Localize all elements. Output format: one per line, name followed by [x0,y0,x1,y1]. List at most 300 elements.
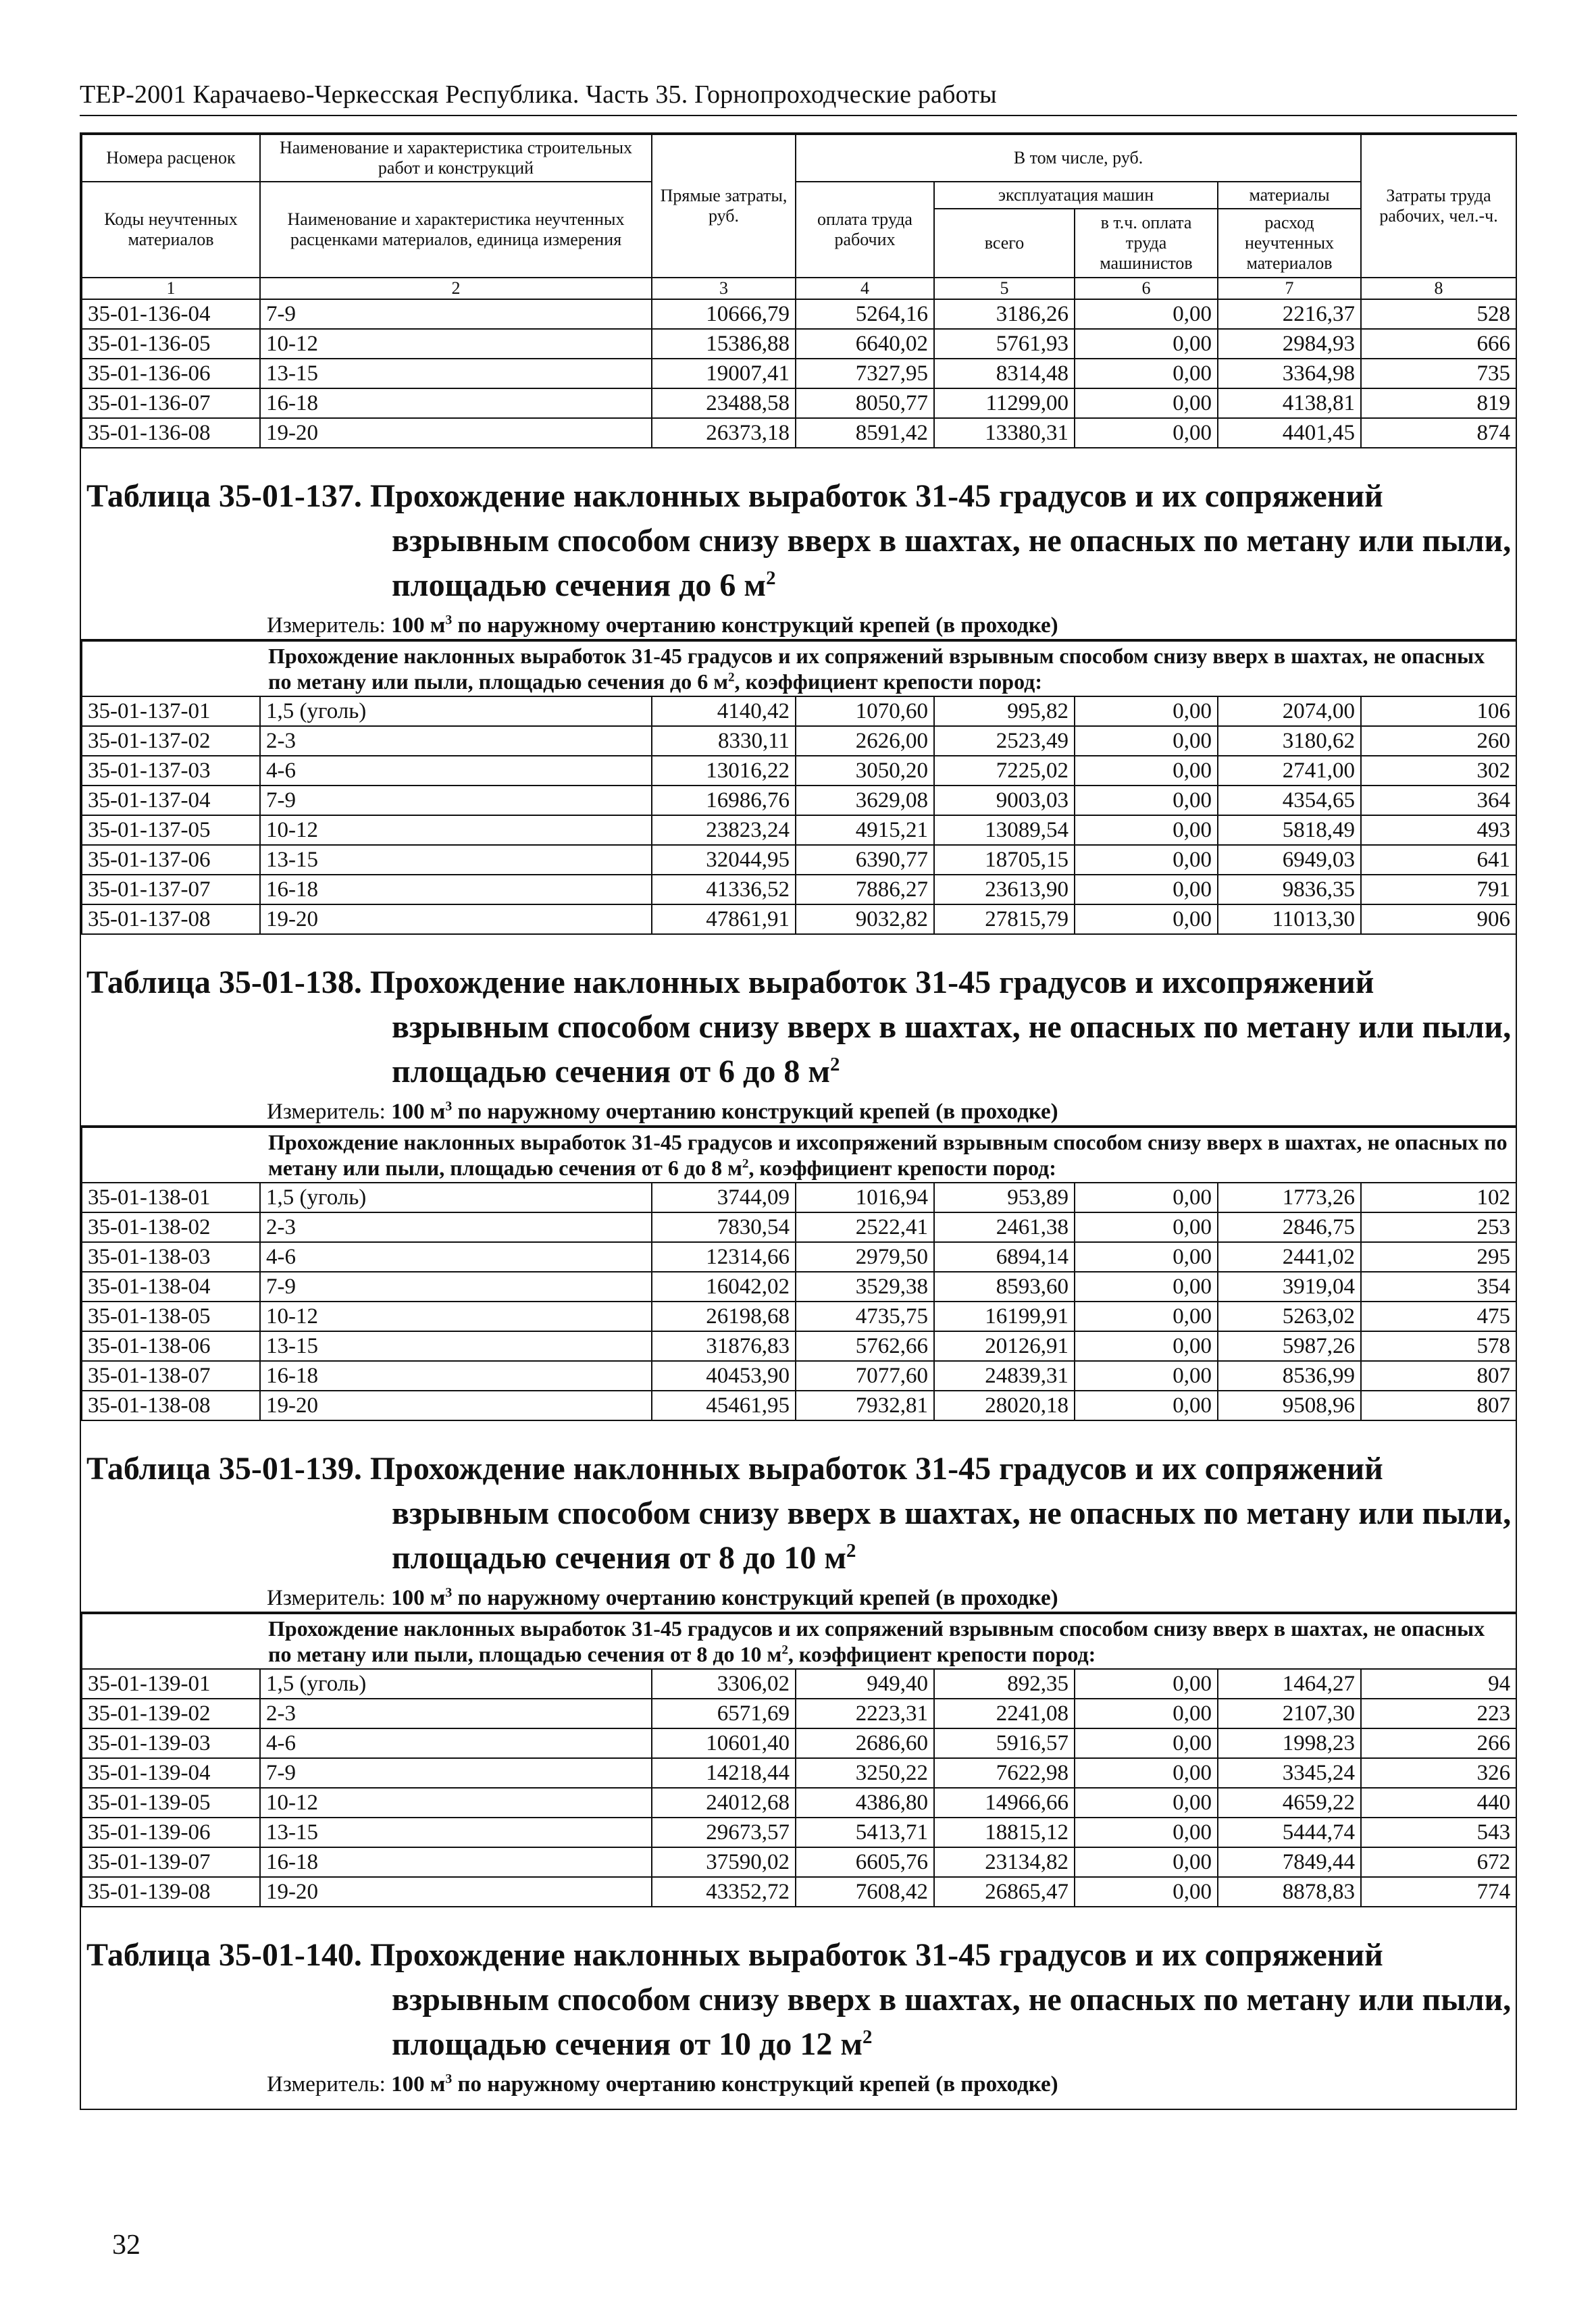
value-cell: 23823,24 [652,815,796,845]
table-row [82,756,1516,786]
characteristic-cell: 1,5 (уголь) [260,1183,652,1212]
table-row [82,1818,1516,1847]
value-cell: 5916,57 [934,1728,1075,1758]
rate-code-cell: 35-01-139-04 [82,1758,260,1788]
value-cell: 8878,83 [1218,1877,1361,1907]
value-cell: 5413,71 [796,1818,934,1847]
table-row [82,1302,1516,1331]
value-cell: 4735,75 [796,1302,934,1331]
value-cell: 223 [1361,1699,1516,1728]
value-cell: 2461,38 [934,1212,1075,1242]
value-cell: 7830,54 [652,1212,796,1242]
value-cell: 26865,47 [934,1877,1075,1907]
value-cell: 0,00 [1075,1699,1218,1728]
value-cell: 26198,68 [652,1302,796,1331]
rate-code-cell: 35-01-137-02 [82,726,260,756]
value-cell: 26373,18 [652,418,796,448]
value-cell: 1998,23 [1218,1728,1361,1758]
value-cell: 578 [1361,1331,1516,1361]
value-cell: 440 [1361,1788,1516,1818]
value-cell: 4386,80 [796,1788,934,1818]
table136-rows [82,299,1516,448]
value-cell: 266 [1361,1728,1516,1758]
characteristic-cell: 16-18 [260,388,652,418]
value-cell: 0,00 [1075,1242,1218,1272]
value-cell: 0,00 [1075,1391,1218,1420]
value-cell: 1070,60 [796,696,934,726]
col-materials: материалы [1218,182,1361,209]
value-cell: 6949,03 [1218,845,1361,875]
col-labor-costs: Затраты труда рабочих, чел.-ч. [1361,134,1516,278]
table137-measure: Измеритель: 100 $м^3$ по наружному очертанию конструкций крепей (в проходке) [81,608,1516,640]
value-cell: 2984,93 [1218,329,1361,359]
table-row [82,875,1516,904]
value-cell: 43352,72 [652,1877,796,1907]
column-header-table [81,134,1517,448]
value-cell: 11013,30 [1218,904,1361,934]
value-cell: 4140,42 [652,696,796,726]
rate-code-cell: 35-01-137-07 [82,875,260,904]
value-cell: 0,00 [1075,1361,1218,1391]
characteristic-cell: 4-6 [260,756,652,786]
value-cell: 4138,81 [1218,388,1361,418]
value-cell: 0,00 [1075,875,1218,904]
value-cell: 29673,57 [652,1818,796,1847]
characteristic-cell: 7-9 [260,1758,652,1788]
value-cell: 8591,42 [796,418,934,448]
value-cell: 3180,62 [1218,726,1361,756]
table139-measure: Измеритель: 100 $м^3$ по наружному очертанию конструкций крепей (в проходке) [81,1580,1516,1613]
value-cell: 23134,82 [934,1847,1075,1877]
value-cell: 16042,02 [652,1272,796,1302]
column-numbers-row [82,278,1516,299]
col-rate-numbers: Номера расценок [82,134,260,182]
document-frame [80,132,1517,2110]
value-cell: 493 [1361,815,1516,845]
value-cell: 666 [1361,329,1516,359]
rate-code-cell: 35-01-138-02 [82,1212,260,1242]
value-cell: 0,00 [1075,1331,1218,1361]
value-cell: 0,00 [1075,726,1218,756]
value-cell: 3919,04 [1218,1272,1361,1302]
page-number: 32 [112,2230,140,2261]
characteristic-cell: 2-3 [260,726,652,756]
value-cell: 2223,31 [796,1699,934,1728]
table-row [82,1847,1516,1877]
value-cell: 0,00 [1075,815,1218,845]
value-cell: 819 [1361,388,1516,418]
value-cell: 10666,79 [652,299,796,329]
value-cell: 45461,95 [652,1391,796,1420]
characteristic-cell: 7-9 [260,786,652,815]
rate-code-cell: 35-01-136-06 [82,359,260,388]
col-direct-costs: Прямые затраты, руб. [652,134,796,278]
value-cell: 7327,95 [796,359,934,388]
value-cell: 13380,31 [934,418,1075,448]
value-cell: 23613,90 [934,875,1075,904]
value-cell: 7849,44 [1218,1847,1361,1877]
rate-code-cell: 35-01-139-01 [82,1669,260,1699]
table-row [82,1877,1516,1907]
column-number: 3 [652,278,796,299]
rate-code-cell: 35-01-136-04 [82,299,260,329]
value-cell: 8050,77 [796,388,934,418]
value-cell: 0,00 [1075,1758,1218,1788]
table-row [82,786,1516,815]
value-cell: 0,00 [1075,329,1218,359]
value-cell: 0,00 [1075,845,1218,875]
value-cell: 953,89 [934,1183,1075,1212]
rate-code-cell: 35-01-137-05 [82,815,260,845]
characteristic-cell: 16-18 [260,875,652,904]
value-cell: 7225,02 [934,756,1075,786]
characteristic-cell: 7-9 [260,1272,652,1302]
value-cell: 20126,91 [934,1331,1075,1361]
value-cell: 7077,60 [796,1361,934,1391]
characteristic-cell: 13-15 [260,359,652,388]
value-cell: 3629,08 [796,786,934,815]
table-row [82,1212,1516,1242]
value-cell: 672 [1361,1847,1516,1877]
characteristic-cell: 13-15 [260,845,652,875]
rate-code-cell: 35-01-137-06 [82,845,260,875]
value-cell: 9836,35 [1218,875,1361,904]
value-cell: 0,00 [1075,299,1218,329]
value-cell: 0,00 [1075,388,1218,418]
value-cell: 16986,76 [652,786,796,815]
value-cell: 0,00 [1075,1818,1218,1847]
characteristic-cell: 1,5 (уголь) [260,1669,652,1699]
value-cell: 6571,69 [652,1699,796,1728]
value-cell: 3529,38 [796,1272,934,1302]
rate-code-cell: 35-01-137-03 [82,756,260,786]
value-cell: 0,00 [1075,1302,1218,1331]
rate-code-cell: 35-01-138-01 [82,1183,260,1212]
value-cell: 7622,98 [934,1758,1075,1788]
table138-description: Прохождение наклонных выработок 31-45 градусов и ихсопряжений взрывным способом снизу вверх в шахтах, не опасных по метану или пыли, площадью сечения от 6 до 8 $м^2$, коэффициент крепости пород: [82,1127,1516,1183]
value-cell: 906 [1361,904,1516,934]
column-number: 8 [1361,278,1516,299]
value-cell: 0,00 [1075,1847,1218,1877]
value-cell: 0,00 [1075,1272,1218,1302]
table137-title: Таблица 35-01-137. Прохождение наклонных выработок 31-45 градусов и их сопряжений взрывным способом снизу вверх в шахтах, не опасных по метану или пыли, площадью сечения до 6 $м^2$ [86,478,1512,603]
rate-code-cell: 35-01-138-07 [82,1361,260,1391]
characteristic-cell: 19-20 [260,418,652,448]
value-cell: 0,00 [1075,359,1218,388]
value-cell: 995,82 [934,696,1075,726]
value-cell: 7932,81 [796,1391,934,1420]
value-cell: 2241,08 [934,1699,1075,1728]
value-cell: 528 [1361,299,1516,329]
value-cell: 9508,96 [1218,1391,1361,1420]
value-cell: 1016,94 [796,1183,934,1212]
characteristic-cell: 13-15 [260,1818,652,1847]
value-cell: 6894,14 [934,1242,1075,1272]
value-cell: 106 [1361,696,1516,726]
table-row [82,1183,1516,1212]
value-cell: 0,00 [1075,1728,1218,1758]
value-cell: 5761,93 [934,329,1075,359]
table-row [82,845,1516,875]
header-rule [80,115,1517,116]
col-unaccounted-materials: расход неучтенных материалов [1218,209,1361,278]
value-cell: 2441,02 [1218,1242,1361,1272]
rate-code-cell: 35-01-136-08 [82,418,260,448]
value-cell: 791 [1361,875,1516,904]
table137-description: Прохождение наклонных выработок 31-45 градусов и их сопряжений взрывным способом снизу вверх в шахтах, не опасных по метану или пыли, площадью сечения до 6 $м^2$, коэффициент крепости пород: [82,641,1516,696]
col-including: В том числе, руб. [796,134,1361,182]
value-cell: 3306,02 [652,1669,796,1699]
value-cell: 2523,49 [934,726,1075,756]
value-cell: 364 [1361,786,1516,815]
value-cell: 32044,95 [652,845,796,875]
characteristic-cell: 2-3 [260,1212,652,1242]
characteristic-cell: 10-12 [260,329,652,359]
rate-code-cell: 35-01-136-05 [82,329,260,359]
value-cell: 5264,16 [796,299,934,329]
value-cell: 2216,37 [1218,299,1361,329]
value-cell: 16199,91 [934,1302,1075,1331]
table140-title: Таблица 35-01-140. Прохождение наклонных выработок 31-45 градусов и их сопряжений взрывным способом снизу вверх в шахтах, не опасных по метану или пыли, площадью сечения от 10 до 12 $м^2$ [86,1937,1512,2062]
table-row [82,1728,1516,1758]
rate-code-cell: 35-01-139-05 [82,1788,260,1818]
value-cell: 5762,66 [796,1331,934,1361]
table-row [82,726,1516,756]
table-row [82,696,1516,726]
value-cell: 6605,76 [796,1847,934,1877]
value-cell: 260 [1361,726,1516,756]
value-cell: 2741,00 [1218,756,1361,786]
value-cell: 874 [1361,418,1516,448]
value-cell: 2979,50 [796,1242,934,1272]
characteristic-cell: 10-12 [260,815,652,845]
value-cell: 3364,98 [1218,359,1361,388]
value-cell: 354 [1361,1272,1516,1302]
value-cell: 2522,41 [796,1212,934,1242]
value-cell: 3186,26 [934,299,1075,329]
value-cell: 302 [1361,756,1516,786]
characteristic-cell: 2-3 [260,1699,652,1728]
table-row [82,904,1516,934]
value-cell: 2107,30 [1218,1699,1361,1728]
value-cell: 0,00 [1075,1877,1218,1907]
characteristic-cell: 13-15 [260,1331,652,1361]
value-cell: 6640,02 [796,329,934,359]
value-cell: 326 [1361,1758,1516,1788]
rate-code-cell: 35-01-137-04 [82,786,260,815]
value-cell: 24839,31 [934,1361,1075,1391]
characteristic-cell: 16-18 [260,1847,652,1877]
rate-code-cell: 35-01-138-04 [82,1272,260,1302]
characteristic-cell: 10-12 [260,1788,652,1818]
table-row [82,1669,1516,1699]
table137-data [81,640,1517,935]
value-cell: 3345,24 [1218,1758,1361,1788]
value-cell: 41336,52 [652,875,796,904]
value-cell: 102 [1361,1183,1516,1212]
characteristic-cell: 16-18 [260,1361,652,1391]
table-row [82,388,1516,418]
value-cell: 7886,27 [796,875,934,904]
col-material-codes: Коды неучтенных материалов [82,182,260,278]
value-cell: 18815,12 [934,1818,1075,1847]
col-work-name: Наименование и характеристика строительных работ и конструкций [260,134,652,182]
value-cell: 4354,65 [1218,786,1361,815]
value-cell: 27815,79 [934,904,1075,934]
value-cell: 7608,42 [796,1877,934,1907]
value-cell: 253 [1361,1212,1516,1242]
table140-measure: Измеритель: 100 $м^3$ по наружному очертанию конструкций крепей (в проходке) [267,2072,1058,2097]
value-cell: 0,00 [1075,1212,1218,1242]
rate-code-cell: 35-01-139-07 [82,1847,260,1877]
table-row [82,299,1516,329]
table138-title: Таблица 35-01-138. Прохождение наклонных выработок 31-45 градусов и ихсопряжений взрывным способом снизу вверх в шахтах, не опасных по метану или пыли, площадью сечения от 6 до 8 $м^2$ [86,965,1512,1089]
value-cell: 0,00 [1075,1788,1218,1818]
value-cell: 31876,83 [652,1331,796,1361]
col-total: всего [934,209,1075,278]
characteristic-cell: 1,5 (уголь) [260,696,652,726]
value-cell: 0,00 [1075,786,1218,815]
value-cell: 735 [1361,359,1516,388]
table-row [82,1272,1516,1302]
column-number: 1 [82,278,260,299]
value-cell: 2686,60 [796,1728,934,1758]
characteristic-cell: 19-20 [260,904,652,934]
characteristic-cell: 10-12 [260,1302,652,1331]
value-cell: 14966,66 [934,1788,1075,1818]
value-cell: 0,00 [1075,904,1218,934]
rate-code-cell: 35-01-137-08 [82,904,260,934]
rate-code-cell: 35-01-138-08 [82,1391,260,1420]
value-cell: 19007,41 [652,359,796,388]
column-number: 6 [1075,278,1218,299]
column-number: 5 [934,278,1075,299]
value-cell: 4659,22 [1218,1788,1361,1818]
table-row [82,1391,1516,1420]
table-row [82,418,1516,448]
value-cell: 8314,48 [934,359,1075,388]
value-cell: 1773,26 [1218,1183,1361,1212]
table139-title: Таблица 35-01-139. Прохождение наклонных выработок 31-45 градусов и их сопряжений взрывным способом снизу вверх в шахтах, не опасных по метану или пыли, площадью сечения от 8 до 10 $м^2$ [86,1451,1512,1576]
value-cell: 0,00 [1075,1183,1218,1212]
table-row [82,1331,1516,1361]
characteristic-cell: 19-20 [260,1877,652,1907]
value-cell: 8593,60 [934,1272,1075,1302]
value-cell: 0,00 [1075,756,1218,786]
value-cell: 2846,75 [1218,1212,1361,1242]
value-cell: 3050,20 [796,756,934,786]
value-cell: 3250,22 [796,1758,934,1788]
value-cell: 18705,15 [934,845,1075,875]
value-cell: 807 [1361,1361,1516,1391]
value-cell: 94 [1361,1669,1516,1699]
rate-code-cell: 35-01-136-07 [82,388,260,418]
value-cell: 15386,88 [652,329,796,359]
characteristic-cell: 19-20 [260,1391,652,1420]
value-cell: 543 [1361,1818,1516,1847]
value-cell: 807 [1361,1391,1516,1420]
value-cell: 2626,00 [796,726,934,756]
rate-code-cell: 35-01-138-05 [82,1302,260,1331]
value-cell: 949,40 [796,1669,934,1699]
table-row [82,815,1516,845]
value-cell: 47861,91 [652,904,796,934]
table-row [82,1699,1516,1728]
rate-code-cell: 35-01-137-01 [82,696,260,726]
table138-data [81,1127,1517,1421]
value-cell: 4401,45 [1218,418,1361,448]
value-cell: 0,00 [1075,1669,1218,1699]
value-cell: 5263,02 [1218,1302,1361,1331]
rate-code-cell: 35-01-138-06 [82,1331,260,1361]
value-cell: 12314,66 [652,1242,796,1272]
characteristic-cell: 4-6 [260,1728,652,1758]
table-row [82,1788,1516,1818]
value-cell: 5818,49 [1218,815,1361,845]
value-cell: 23488,58 [652,388,796,418]
value-cell: 3744,09 [652,1183,796,1212]
rate-code-cell: 35-01-139-02 [82,1699,260,1728]
value-cell: 4915,21 [796,815,934,845]
table138-measure: Измеритель: 100 $м^3$ по наружному очертанию конструкций крепей (в проходке) [81,1094,1516,1127]
value-cell: 5444,74 [1218,1818,1361,1847]
col-machine-ops: эксплуатация машин [934,182,1218,209]
table139-description: Прохождение наклонных выработок 31-45 градусов и их сопряжений взрывным способом снизу вверх в шахтах, не опасных по метану или пыли, площадью сечения от 8 до 10 $м^2$, коэффициент крепости пород: [82,1614,1516,1669]
characteristic-cell: 4-6 [260,1242,652,1272]
value-cell: 0,00 [1075,418,1218,448]
table-row [82,1361,1516,1391]
rate-code-cell: 35-01-139-06 [82,1818,260,1847]
value-cell: 40453,90 [652,1361,796,1391]
value-cell: 13089,54 [934,815,1075,845]
table139-data [81,1613,1517,1907]
value-cell: 641 [1361,845,1516,875]
value-cell: 892,35 [934,1669,1075,1699]
col-material-names: Наименование и характеристика неучтенных расценками материалов, единица измерения [260,182,652,278]
table-row [82,1242,1516,1272]
value-cell: 37590,02 [652,1847,796,1877]
value-cell: 774 [1361,1877,1516,1907]
col-labor-pay: оплата труда рабочих [796,182,934,278]
value-cell: 13016,22 [652,756,796,786]
table-row [82,359,1516,388]
value-cell: 2074,00 [1218,696,1361,726]
col-machinist-pay: в т.ч. оплата труда машинистов [1075,209,1218,278]
value-cell: 9003,03 [934,786,1075,815]
value-cell: 28020,18 [934,1391,1075,1420]
value-cell: 475 [1361,1302,1516,1331]
table-row [82,329,1516,359]
column-number: 4 [796,278,934,299]
value-cell: 295 [1361,1242,1516,1272]
column-number: 2 [260,278,652,299]
value-cell: 11299,00 [934,388,1075,418]
value-cell: 1464,27 [1218,1669,1361,1699]
page-header: ТЕР-2001 Карачаево-Черкесская Республика. Часть 35. Горнопроходческие работы [80,80,997,109]
value-cell: 14218,44 [652,1758,796,1788]
rate-code-cell: 35-01-139-08 [82,1877,260,1907]
value-cell: 0,00 [1075,696,1218,726]
column-number: 7 [1218,278,1361,299]
value-cell: 8330,11 [652,726,796,756]
rate-code-cell: 35-01-138-03 [82,1242,260,1272]
value-cell: 10601,40 [652,1728,796,1758]
value-cell: 9032,82 [796,904,934,934]
rate-code-cell: 35-01-139-03 [82,1728,260,1758]
value-cell: 8536,99 [1218,1361,1361,1391]
value-cell: 6390,77 [796,845,934,875]
value-cell: 24012,68 [652,1788,796,1818]
